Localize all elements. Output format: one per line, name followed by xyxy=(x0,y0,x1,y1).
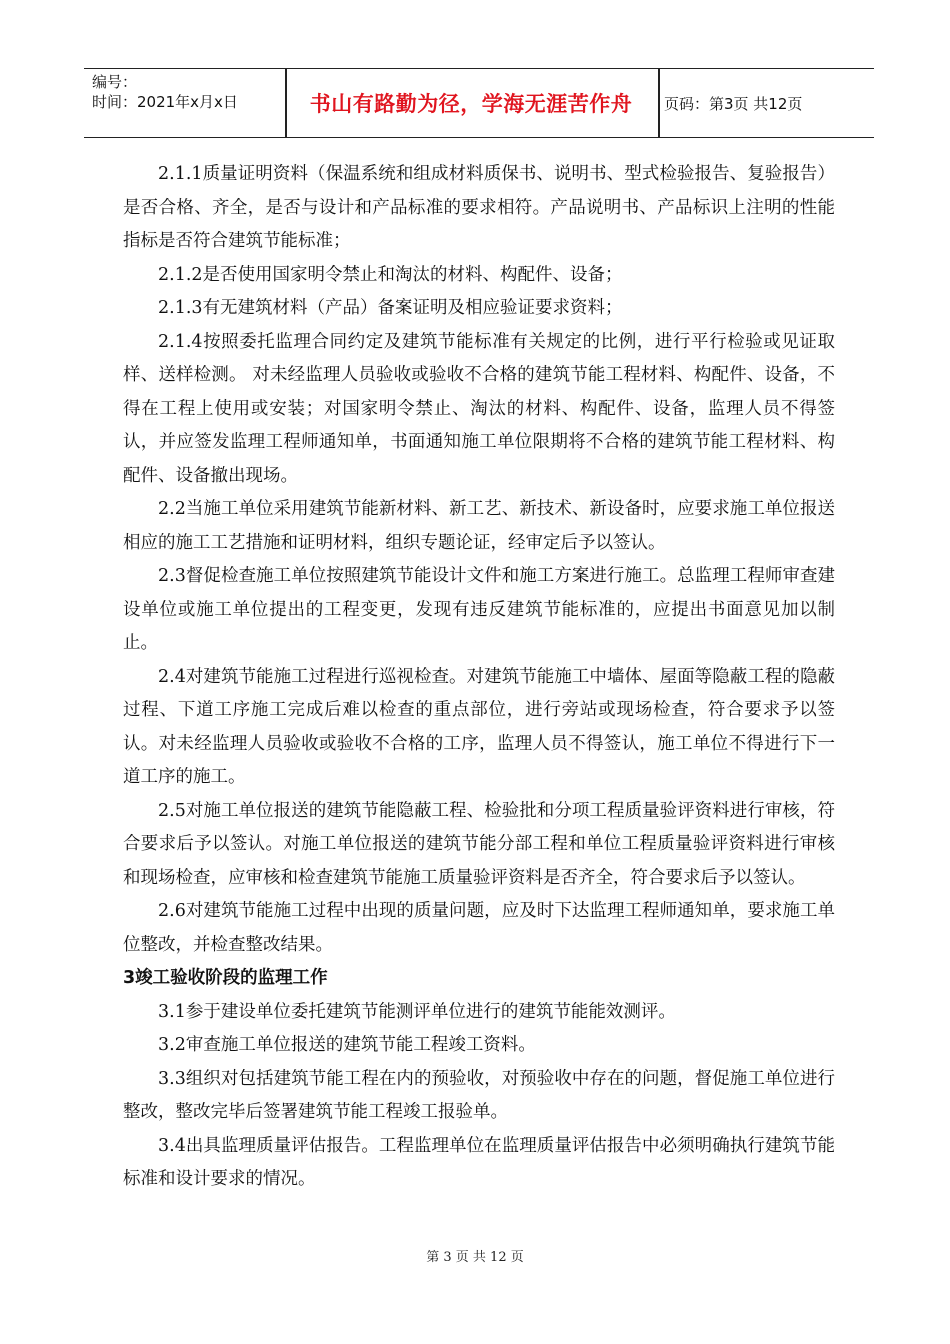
paragraph-2-1-3: 2.1.3有无建筑材料（产品）备案证明及相应验证要求资料； xyxy=(158,298,623,318)
document-body xyxy=(123,158,835,1197)
header-page-info: 页码：第3页 共12页 xyxy=(664,94,803,113)
paragraph-2-1-2: 2.1.2是否使用国家明令禁止和淘汰的材料、构配件、设备； xyxy=(158,264,623,285)
page-header xyxy=(84,68,874,138)
paragraph-2-3: 2.3督促检查施工单位按照建筑节能设计文件和施工方案进行施工。总监理工程师审查建设单位或施工单位提出的工程变更，发现有违反建筑节能标准的，应提出书面意见加以制止。 xyxy=(123,566,835,653)
paragraph-3-1: 3.1参于建设单位委托建筑节能测评单位进行的建筑节能能效测评。 xyxy=(158,1001,676,1022)
paragraph-2-1-4: 2.1.4按照委托监理合同约定及建筑节能标准有关规定的比例，进行平行检验或见证取样、送样检测。 对未经监理人员验收或验收不合格的建筑节能工程材料、构配件、设备，不得在工程上使用或安装；对国家明令禁止、淘汰的材料、构配件、设备，监理人员不得签认，并应签发监理工程师通知单，书面通知施工单位限期将不合格的建筑节能工程材料、构配件、设备撤出现场。 xyxy=(123,331,835,486)
header-divider xyxy=(658,69,660,137)
paragraph-2-6: 2.6对建筑节能施工过程中出现的质量问题，应及时下达监理工程师通知单，要求施工单位整改，并检查整改结果。 xyxy=(123,901,835,955)
page-footer: 第 3 页 共 12 页 xyxy=(426,1250,524,1265)
paragraph-2-4: 2.4对建筑节能施工过程进行巡视检查。对建筑节能施工中墙体、屋面等隐蔽工程的隐蔽过程、下道工序施工完成后难以检查的重点部位，进行旁站或现场检查，符合要求予以签认。对未经监理人员验收或验收不合格的工序，监理人员不得签认，施工单位不得进行下一道工序的施工。 xyxy=(123,666,835,787)
header-meta xyxy=(92,72,282,112)
paragraph-3-2: 3.2审查施工单位报送的建筑节能工程竣工资料。 xyxy=(158,1035,536,1055)
section-3-heading: 3竣工验收阶段的监理工作 xyxy=(123,968,328,988)
document-number-label: 编号： xyxy=(92,73,138,91)
paragraph-3-3: 3.3组织对包括建筑节能工程在内的预验收，对预验收中存在的问题，督促施工单位进行整改，整改完毕后签署建筑节能工程竣工报验单。 xyxy=(123,1068,835,1122)
header-motto: 书山有路勤为径，学海无涯苦作舟 xyxy=(309,92,633,116)
document-time-label: 时间：2021年x月x日 xyxy=(92,93,238,111)
paragraph-3-4: 3.4出具监理质量评估报告。工程监理单位在监理质量评估报告中必须明确执行建筑节能标准和设计要求的情况。 xyxy=(123,1135,835,1189)
paragraph-2-1-1: 2.1.1质量证明资料（保温系统和组成材料质保书、说明书、型式检验报告、复验报告）是否合格、齐全，是否与设计和产品标准的要求相符。产品说明书、产品标识上注明的性能指标是否符合建筑节能标准； xyxy=(123,164,835,251)
paragraph-2-2: 2.2当施工单位采用建筑节能新材料、新工艺、新技术、新设备时，应要求施工单位报送相应的施工工艺措施和证明材料，组织专题论证，经审定后予以签认。 xyxy=(123,499,835,553)
paragraph-2-5: 2.5对施工单位报送的建筑节能隐蔽工程、检验批和分项工程质量验评资料进行审核，符合要求后予以签认。对施工单位报送的建筑节能分部工程和单位工程质量验评资料进行审核和现场检查，应审核和检查建筑节能施工质量验评资料是否齐全，符合要求后予以签认。 xyxy=(123,800,835,888)
